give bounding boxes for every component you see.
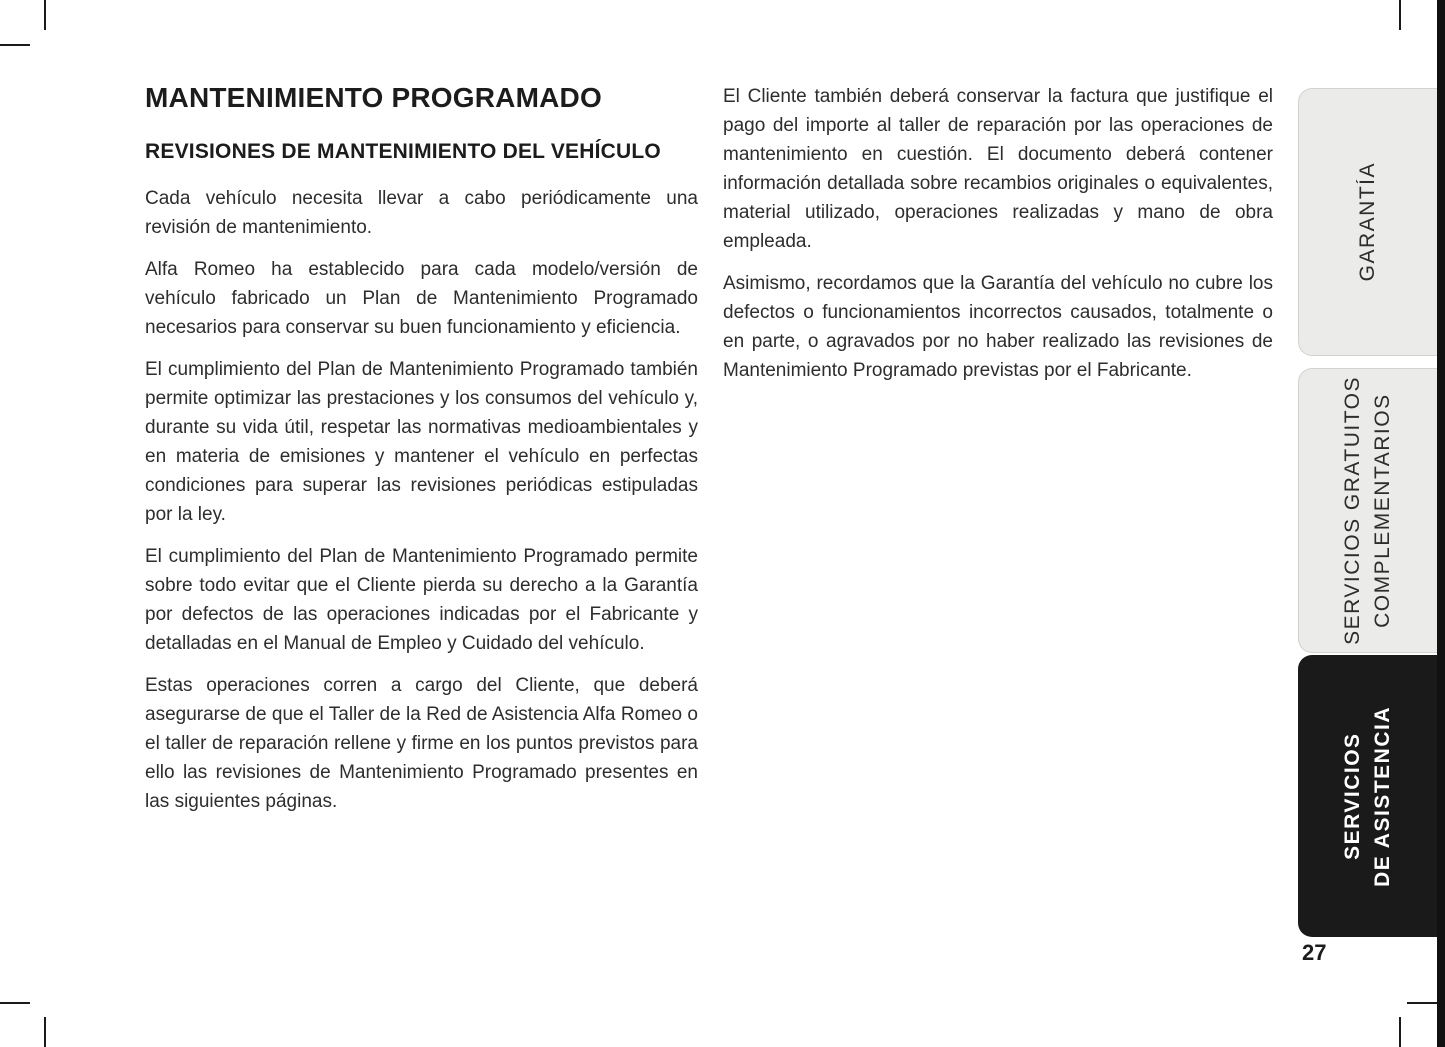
crop-mark-bottom-right-h (1407, 1002, 1437, 1004)
body-paragraph: El cumplimiento del Plan de Mantenimiento Programado también permite optimizar las prestaciones y los consumos del vehículo y, durante su vida útil, respetar las normativas medioambientales y en materia de emisiones y mantener el vehículo en perfectas condiciones para superar las revisiones periódicas estipuladas por la ley. (145, 359, 698, 525)
crop-mark-bottom-right-v (1399, 1017, 1401, 1047)
body-paragraph: El Cliente también deberá conservar la factura que justifique el pago del importe al taller de reparación por las operaciones de mantenimiento en cuestión. El documento deberá contener información detallada sobre recambios originales o equivalentes, material utilizado, operaciones realizadas y mano de obra empleada. (723, 86, 1273, 252)
body-paragraph: El cumplimiento del Plan de Mantenimiento Programado permite sobre todo evitar que el Cliente pierda su derecho a la Garantía por defectos de las operaciones indicadas por el Fabricante y detalladas en el Manual de Empleo y Cuidado del vehículo. (145, 546, 698, 654)
tab-garantia-label: GARANTÍA (1356, 162, 1379, 282)
body-paragraph: Estas operaciones corren a cargo del Cliente, que deberá asegurarse de que el Taller de la Red de Asistencia Alfa Romeo o el taller de reparación rellene y firme en los puntos previstos para ello las revisiones de Mantenimiento Programado presentes en las siguientes páginas. (145, 675, 698, 812)
page-title: MANTENIMIENTO PROGRAMADO (145, 82, 602, 113)
right-column (723, 82, 1273, 398)
crop-mark-bottom-left-v (44, 1017, 46, 1047)
crop-mark-top-left-v (44, 0, 46, 30)
tab-servicios-de-asistencia-label: SERVICIOS DE ASISTENCIA (1341, 705, 1394, 887)
crop-mark-bottom-left-h (0, 1002, 30, 1004)
body-paragraph: Cada vehículo necesita llevar a cabo periódicamente una revisión de mantenimiento. (145, 188, 698, 238)
tab-garantia (1298, 88, 1437, 356)
section-subtitle: REVISIONES DE MANTENIMIENTO DEL VEHÍCULO (145, 140, 661, 163)
tab-servicios-de-asistencia (1298, 655, 1437, 937)
page-edge-bar (1437, 0, 1445, 1047)
body-paragraph: Alfa Romeo ha establecido para cada modelo/versión de vehículo fabricado un Plan de Mantenimiento Programado necesarios para conservar su buen funcionamiento y eficiencia. (145, 259, 698, 338)
page-number: 27 (1302, 940, 1327, 965)
left-column (145, 82, 698, 829)
tab-servicios-gratuitos-label: SERVICIOS GRATUITOS COMPLEMENTARIOS (1341, 376, 1394, 645)
crop-mark-top-right-v (1399, 0, 1401, 30)
crop-mark-top-left-h (0, 44, 30, 46)
tab-servicios-gratuitos-complementarios (1298, 368, 1437, 653)
body-paragraph: Asimismo, recordamos que la Garantía del vehículo no cubre los defectos o funcionamientos incorrectos causados, totalmente o en parte, o agravados por no haber realizado las revisiones de Mantenimiento Programado previstas por el Fabricante. (723, 273, 1273, 381)
